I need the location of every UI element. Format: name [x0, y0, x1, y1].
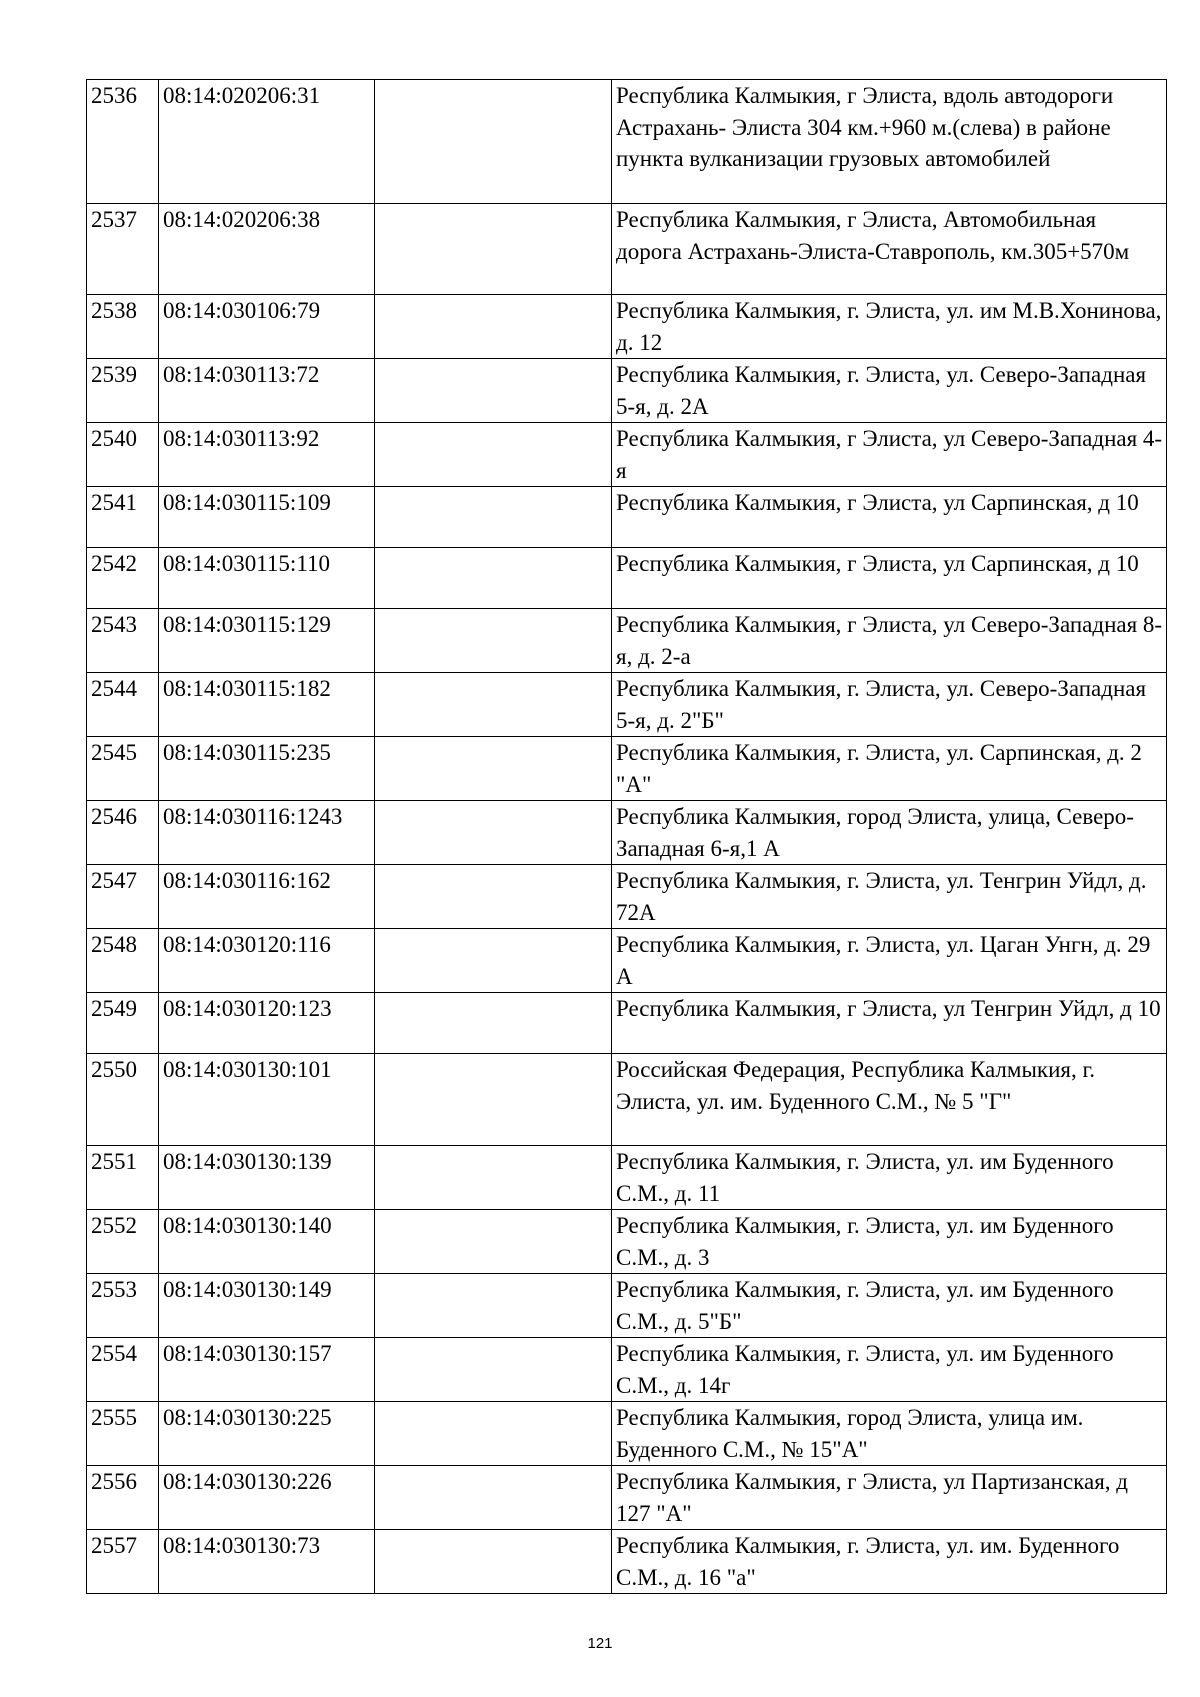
- table-body: [87, 80, 1167, 1594]
- empty-cell: [375, 1054, 612, 1146]
- table-row: [87, 548, 1167, 609]
- address-cell: Республика Калмыкия, г. Элиста, ул. им М.В.Хонинова, д. 12: [612, 295, 1167, 359]
- address-cell: Республика Калмыкия, г. Элиста, ул. им Буденного С.М., д. 14г: [612, 1338, 1167, 1402]
- empty-cell: [375, 609, 612, 673]
- row-number-cell: 2548: [87, 929, 159, 993]
- address-cell: Республика Калмыкия, г. Элиста, ул. им Буденного С.М., д. 11: [612, 1146, 1167, 1210]
- table-row: [87, 609, 1167, 673]
- address-cell: Республика Калмыкия, г. Элиста, ул. Сарпинская, д. 2 "А": [612, 737, 1167, 801]
- empty-cell: [375, 737, 612, 801]
- cadastral-number-cell: 08:14:030106:79: [159, 295, 375, 359]
- table-row: [87, 1466, 1167, 1530]
- row-number-cell: 2543: [87, 609, 159, 673]
- table-row: [87, 929, 1167, 993]
- address-cell: Республика Калмыкия, г Элиста, ул Партизанская, д 127 "А": [612, 1466, 1167, 1530]
- table-row: [87, 993, 1167, 1054]
- cadastral-number-cell: 08:14:030115:110: [159, 548, 375, 609]
- cadastral-number-cell: 08:14:030113:72: [159, 359, 375, 423]
- table-row: [87, 1338, 1167, 1402]
- row-number-cell: 2538: [87, 295, 159, 359]
- address-cell: Республика Калмыкия, г. Элиста, ул. им Буденного С.М., д. 5"Б": [612, 1274, 1167, 1338]
- empty-cell: [375, 295, 612, 359]
- cadastral-number-cell: 08:14:030115:182: [159, 673, 375, 737]
- row-number-cell: 2536: [87, 80, 159, 204]
- empty-cell: [375, 1338, 612, 1402]
- row-number-cell: 2541: [87, 487, 159, 548]
- table-row: [87, 423, 1167, 487]
- empty-cell: [375, 548, 612, 609]
- cadastral-number-cell: 08:14:030130:73: [159, 1530, 375, 1594]
- address-cell: Республика Калмыкия, г. Элиста, ул. Тенгрин Уйдл, д. 72А: [612, 865, 1167, 929]
- address-cell: Республика Калмыкия, г Элиста, Автомобильная дорога Астрахань-Элиста-Ставрополь, км.305+570м: [612, 204, 1167, 295]
- row-number-cell: 2554: [87, 1338, 159, 1402]
- empty-cell: [375, 1402, 612, 1466]
- empty-cell: [375, 1146, 612, 1210]
- table-row: [87, 1530, 1167, 1594]
- address-cell: Республика Калмыкия, г. Элиста, ул. им. Буденного С.М., д. 16 "а": [612, 1530, 1167, 1594]
- empty-cell: [375, 423, 612, 487]
- row-number-cell: 2547: [87, 865, 159, 929]
- table-row: [87, 1402, 1167, 1466]
- cadastral-number-cell: 08:14:030120:123: [159, 993, 375, 1054]
- address-cell: Республика Калмыкия, г. Элиста, ул. Северо-Западная 5-я, д. 2А: [612, 359, 1167, 423]
- row-number-cell: 2549: [87, 993, 159, 1054]
- table-row: [87, 80, 1167, 204]
- row-number-cell: 2546: [87, 801, 159, 865]
- empty-cell: [375, 80, 612, 204]
- empty-cell: [375, 359, 612, 423]
- empty-cell: [375, 1530, 612, 1594]
- empty-cell: [375, 1210, 612, 1274]
- empty-cell: [375, 487, 612, 548]
- land-plot-table: [86, 79, 1167, 1594]
- table-row: [87, 1054, 1167, 1146]
- row-number-cell: 2551: [87, 1146, 159, 1210]
- address-cell: Республика Калмыкия, город Элиста, улица им. Буденного С.М., № 15"А": [612, 1402, 1167, 1466]
- cadastral-number-cell: 08:14:030130:140: [159, 1210, 375, 1274]
- row-number-cell: 2550: [87, 1054, 159, 1146]
- row-number-cell: 2537: [87, 204, 159, 295]
- address-cell: Республика Калмыкия, г Элиста, ул Тенгрин Уйдл, д 10: [612, 993, 1167, 1054]
- table-row: [87, 865, 1167, 929]
- address-cell: Российская Федерация, Республика Калмыкия, г. Элиста, ул. им. Буденного С.М., № 5 "Г": [612, 1054, 1167, 1146]
- table-row: [87, 359, 1167, 423]
- table-row: [87, 204, 1167, 295]
- cadastral-number-cell: 08:14:030116:1243: [159, 801, 375, 865]
- address-cell: Республика Калмыкия, г Элиста, ул Сарпинская, д 10: [612, 487, 1167, 548]
- address-cell: Республика Калмыкия, г Элиста, ул Северо-Западная 4-я: [612, 423, 1167, 487]
- cadastral-number-cell: 08:14:030130:149: [159, 1274, 375, 1338]
- page-number: 121: [587, 1635, 613, 1652]
- cadastral-number-cell: 08:14:030130:101: [159, 1054, 375, 1146]
- cadastral-number-cell: 08:14:020206:31: [159, 80, 375, 204]
- row-number-cell: 2544: [87, 673, 159, 737]
- table-row: [87, 801, 1167, 865]
- empty-cell: [375, 993, 612, 1054]
- address-cell: Республика Калмыкия, г. Элиста, ул. Северо-Западная 5-я, д. 2"Б": [612, 673, 1167, 737]
- row-number-cell: 2553: [87, 1274, 159, 1338]
- address-cell: Республика Калмыкия, город Элиста, улица, Северо-Западная 6-я,1 А: [612, 801, 1167, 865]
- cadastral-number-cell: 08:14:030115:109: [159, 487, 375, 548]
- address-cell: Республика Калмыкия, г. Элиста, ул. Цаган Унгн, д. 29 А: [612, 929, 1167, 993]
- empty-cell: [375, 204, 612, 295]
- empty-cell: [375, 673, 612, 737]
- empty-cell: [375, 1466, 612, 1530]
- table-row: [87, 1210, 1167, 1274]
- row-number-cell: 2552: [87, 1210, 159, 1274]
- empty-cell: [375, 929, 612, 993]
- table-row: [87, 737, 1167, 801]
- cadastral-number-cell: 08:14:030113:92: [159, 423, 375, 487]
- empty-cell: [375, 801, 612, 865]
- cadastral-number-cell: 08:14:030120:116: [159, 929, 375, 993]
- cadastral-number-cell: 08:14:020206:38: [159, 204, 375, 295]
- table-row: [87, 673, 1167, 737]
- address-cell: Республика Калмыкия, г Элиста, вдоль автодороги Астрахань- Элиста 304 км.+960 м.(слева) в районе пункта вулканизации грузовых автомобилей: [612, 80, 1167, 204]
- empty-cell: [375, 1274, 612, 1338]
- cadastral-number-cell: 08:14:030130:139: [159, 1146, 375, 1210]
- empty-cell: [375, 865, 612, 929]
- row-number-cell: 2539: [87, 359, 159, 423]
- row-number-cell: 2555: [87, 1402, 159, 1466]
- row-number-cell: 2556: [87, 1466, 159, 1530]
- cadastral-number-cell: 08:14:030130:226: [159, 1466, 375, 1530]
- address-cell: Республика Калмыкия, г Элиста, ул Сарпинская, д 10: [612, 548, 1167, 609]
- table-row: [87, 1146, 1167, 1210]
- address-cell: Республика Калмыкия, г. Элиста, ул. им Буденного С.М., д. 3: [612, 1210, 1167, 1274]
- row-number-cell: 2557: [87, 1530, 159, 1594]
- cadastral-number-cell: 08:14:030130:225: [159, 1402, 375, 1466]
- cadastral-number-cell: 08:14:030130:157: [159, 1338, 375, 1402]
- table-row: [87, 487, 1167, 548]
- row-number-cell: 2542: [87, 548, 159, 609]
- table-row: [87, 295, 1167, 359]
- cadastral-number-cell: 08:14:030116:162: [159, 865, 375, 929]
- row-number-cell: 2545: [87, 737, 159, 801]
- row-number-cell: 2540: [87, 423, 159, 487]
- cadastral-number-cell: 08:14:030115:129: [159, 609, 375, 673]
- cadastral-number-cell: 08:14:030115:235: [159, 737, 375, 801]
- table-row: [87, 1274, 1167, 1338]
- address-cell: Республика Калмыкия, г Элиста, ул Северо-Западная 8-я, д. 2-а: [612, 609, 1167, 673]
